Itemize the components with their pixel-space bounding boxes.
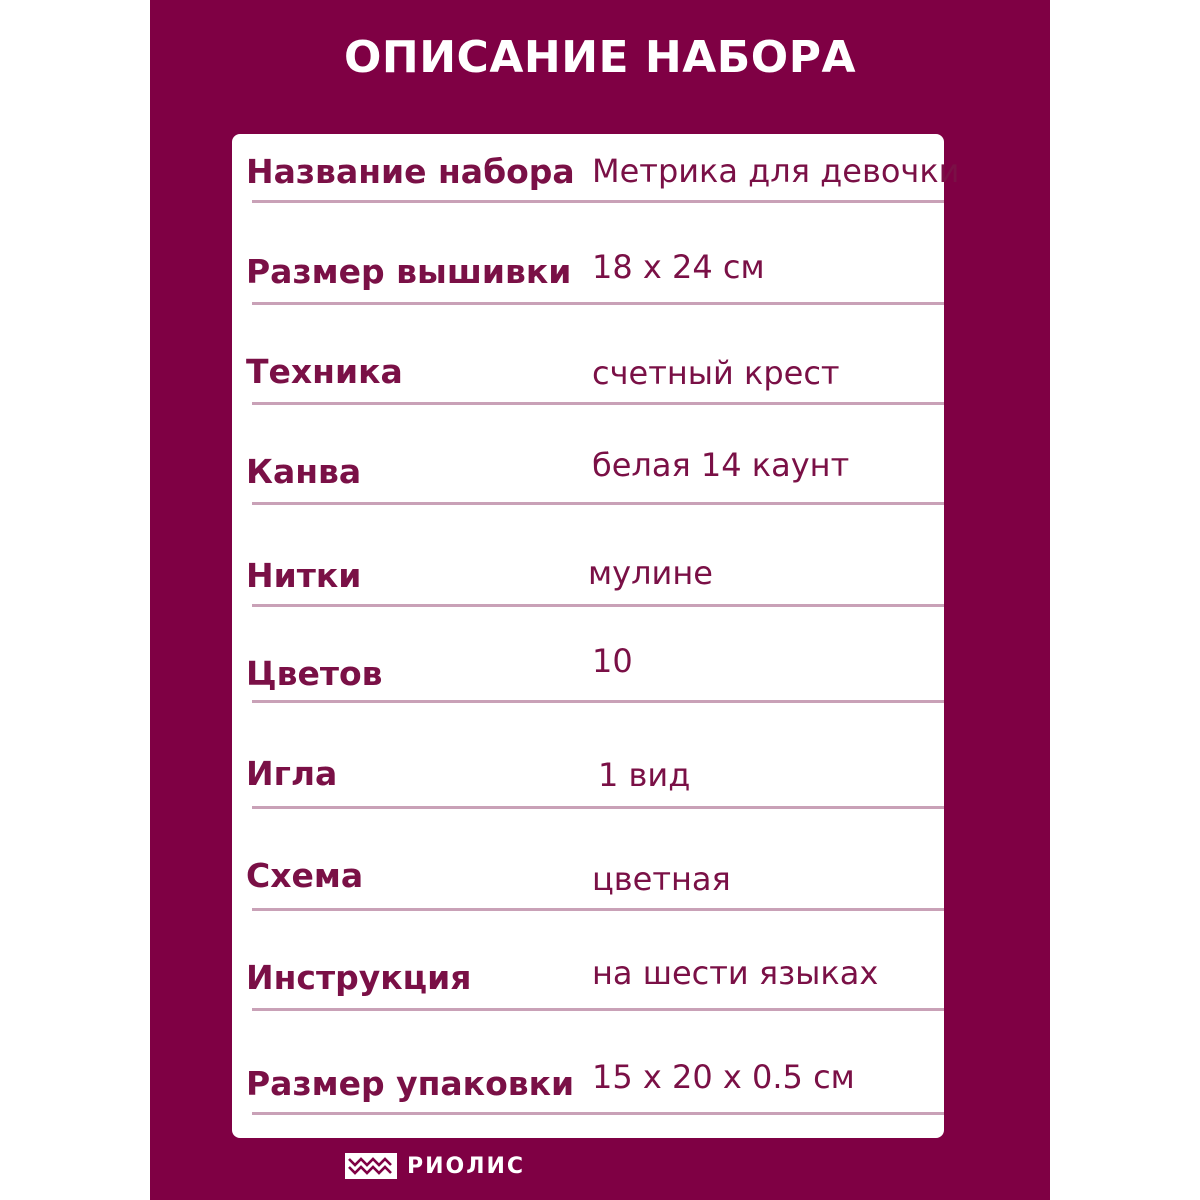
row-divider bbox=[252, 1008, 944, 1011]
brand-name: РИОЛИС bbox=[407, 1153, 526, 1179]
spec-row-embroidery-size bbox=[232, 234, 944, 336]
row-divider bbox=[252, 700, 944, 703]
spec-value: 15 х 20 х 0.5 см bbox=[592, 1058, 855, 1096]
spec-label: Цветов bbox=[246, 654, 383, 693]
spec-row-colors bbox=[232, 634, 944, 736]
brand-logo bbox=[345, 1150, 525, 1182]
spec-label: Нитки bbox=[246, 556, 362, 595]
spec-row-canvas bbox=[232, 434, 944, 536]
row-divider bbox=[252, 402, 944, 405]
spec-row-threads bbox=[232, 534, 944, 636]
spec-label: Схема bbox=[246, 856, 364, 895]
row-divider bbox=[252, 502, 944, 505]
spec-row-package-size bbox=[232, 1034, 944, 1136]
spec-label: Канва bbox=[246, 452, 362, 491]
spec-label: Размер вышивки bbox=[246, 252, 572, 291]
row-divider bbox=[252, 604, 944, 607]
spec-value: Метрика для девочки bbox=[592, 152, 960, 190]
spec-label: Инструкция bbox=[246, 958, 472, 997]
row-divider bbox=[252, 908, 944, 911]
spec-value: белая 14 каунт bbox=[592, 446, 850, 484]
spec-value: на шести языках bbox=[592, 954, 879, 992]
spec-label: Название набора bbox=[246, 152, 575, 191]
page-title: ОПИСАНИЕ НАБОРА bbox=[343, 32, 857, 83]
row-divider bbox=[252, 1112, 944, 1115]
background-panel bbox=[150, 0, 1050, 1200]
spec-value: 1 вид bbox=[598, 756, 691, 794]
spec-value: мулине bbox=[588, 554, 713, 592]
spec-row-name bbox=[232, 134, 960, 236]
spec-value: 10 bbox=[592, 642, 633, 680]
spec-label: Размер упаковки bbox=[246, 1064, 575, 1103]
spec-value: цветная bbox=[592, 860, 731, 898]
row-divider bbox=[252, 200, 944, 203]
spec-value: счетный крест bbox=[592, 354, 840, 392]
row-divider bbox=[252, 302, 944, 305]
spec-row-chart bbox=[232, 834, 944, 936]
row-divider bbox=[252, 806, 944, 809]
spec-card bbox=[232, 134, 960, 1138]
spec-row-instructions bbox=[232, 934, 944, 1036]
spec-value: 18 х 24 см bbox=[592, 248, 765, 286]
spec-row-needle bbox=[232, 734, 944, 836]
spec-label: Техника bbox=[246, 352, 403, 391]
brand-mark-icon bbox=[345, 1153, 397, 1179]
spec-label: Игла bbox=[246, 754, 338, 793]
spec-row-technique bbox=[232, 334, 944, 436]
